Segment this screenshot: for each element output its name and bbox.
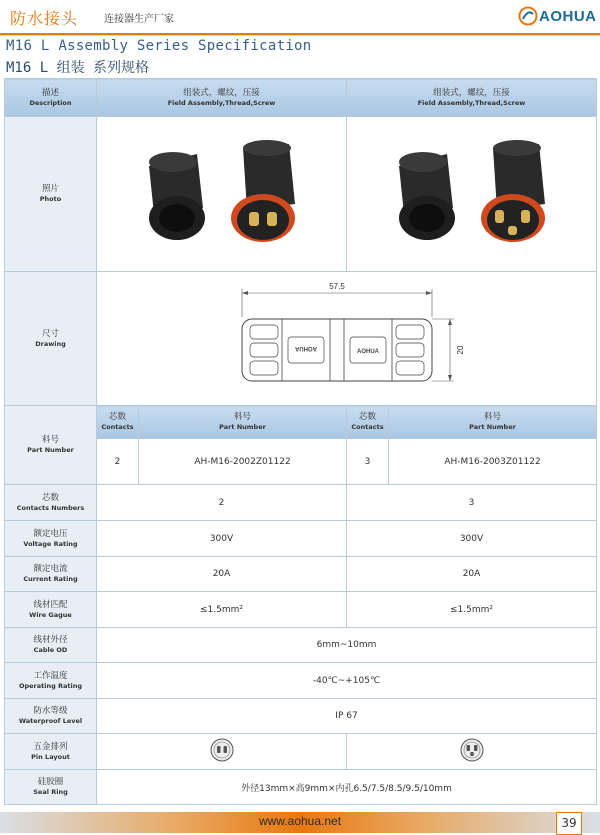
cell-cable-value: 6mm~10mm bbox=[97, 628, 597, 663]
cell-pn-hd-1: 料号 Part Number bbox=[139, 406, 347, 439]
cell-temp-label: 工作温度 Operating Rating bbox=[5, 663, 97, 699]
logo-swirl-icon bbox=[518, 6, 538, 26]
row-seal bbox=[5, 770, 597, 805]
cell-contacts-v1: 2 bbox=[97, 485, 347, 521]
cell-current-label: 额定电流 Current Rating bbox=[5, 557, 97, 592]
cell-waterproof-value: IP 67 bbox=[97, 699, 597, 734]
cell-description-label: 描述 Description bbox=[5, 79, 97, 117]
cell-seal-value: 外径13mm×高9mm×内孔6.5/7.5/8.5/9.5/10mm bbox=[97, 770, 597, 805]
cell-drawing-label: 尺寸 Drawing bbox=[5, 272, 97, 406]
drawing-logo-right: AOHUA bbox=[356, 348, 379, 355]
cell-current-v1: 20A bbox=[97, 557, 347, 592]
cell-pn-2: AH-M16-2003Z01122 bbox=[389, 439, 597, 485]
cell-contacts-2: 3 bbox=[347, 439, 389, 485]
row-waterproof bbox=[5, 699, 597, 734]
row-description bbox=[5, 79, 597, 117]
cell-pn-1: AH-M16-2002Z01122 bbox=[139, 439, 347, 485]
drawing-logo-left: AOHUA bbox=[294, 344, 317, 351]
cell-photo-2 bbox=[347, 117, 597, 272]
cell-pn-hd-2: 料号 Part Number bbox=[389, 406, 597, 439]
header-title: 防水接头 bbox=[10, 9, 79, 28]
cell-contacts-label: 芯数 Contacts Numbers bbox=[5, 485, 97, 521]
cell-contacts-hd-1: 芯数 Contacts bbox=[97, 406, 139, 439]
cell-photo-label: 照片 Photo bbox=[5, 117, 97, 272]
cell-pin-label: 五金排列 Pin Layout bbox=[5, 734, 97, 770]
row-drawing bbox=[5, 272, 597, 406]
cell-current-v2: 20A bbox=[347, 557, 597, 592]
cell-voltage-v1: 300V bbox=[97, 521, 347, 557]
cell-description-1: 组装式，螺纹，压接 Field Assembly,Thread,Screw bbox=[97, 79, 347, 117]
cell-voltage-v2: 300V bbox=[347, 521, 597, 557]
pin-layout-3-icon bbox=[459, 737, 485, 763]
cell-wire-label: 线材匹配 Wire Gague bbox=[5, 592, 97, 628]
spec-title-zh: M16 L 组装 系列规格 bbox=[6, 60, 150, 76]
row-current bbox=[5, 557, 597, 592]
page-footer bbox=[0, 812, 600, 833]
header-subtitle: 连接器生产厂家 bbox=[104, 14, 174, 25]
cell-contacts-1: 2 bbox=[97, 439, 139, 485]
cell-temp-value: -40℃~+105℃ bbox=[97, 663, 597, 699]
spec-table bbox=[4, 78, 597, 805]
row-pin bbox=[5, 734, 597, 770]
dim-length-label: 57.5 bbox=[328, 281, 345, 291]
cell-partnumber-label: 料号 Part Number bbox=[5, 406, 97, 485]
cell-drawing bbox=[97, 272, 597, 406]
cell-voltage-label: 额定电压 Voltage Rating bbox=[5, 521, 97, 557]
cell-contacts-v2: 3 bbox=[347, 485, 597, 521]
cell-seal-label: 硅胶圈 Seal Ring bbox=[5, 770, 97, 805]
row-voltage bbox=[5, 521, 597, 557]
row-contacts bbox=[5, 485, 597, 521]
connector-photo-3pin bbox=[387, 138, 557, 248]
cell-cable-label: 线材外径 Cable OD bbox=[5, 628, 97, 663]
dim-height-label: 20 bbox=[455, 345, 465, 354]
row-photo bbox=[5, 117, 597, 272]
cell-contacts-hd-2: 芯数 Contacts bbox=[347, 406, 389, 439]
cell-waterproof-label: 防水等级 Waterproof Level bbox=[5, 699, 97, 734]
cell-wire-v2: ≤1.5mm² bbox=[347, 592, 597, 628]
footer-url-link[interactable]: www.aohua.net bbox=[258, 814, 342, 828]
page-number: 39 bbox=[556, 812, 582, 835]
pin-layout-2-icon bbox=[209, 737, 235, 763]
spec-title-en: M16 L Assembly Series Specification bbox=[6, 38, 312, 54]
cell-pin-1 bbox=[97, 734, 347, 770]
brand-logo bbox=[518, 5, 598, 29]
connector-photo-2pin bbox=[137, 138, 307, 248]
cell-description-2: 组装式，螺纹，压接 Field Assembly,Thread,Screw bbox=[347, 79, 597, 117]
logo-text: AOHUA bbox=[539, 8, 597, 25]
row-cable bbox=[5, 628, 597, 663]
dimension-drawing bbox=[202, 279, 492, 399]
row-partnumber-header bbox=[5, 406, 597, 439]
page-header bbox=[0, 0, 600, 33]
cell-photo-1 bbox=[97, 117, 347, 272]
cell-wire-v1: ≤1.5mm² bbox=[97, 592, 347, 628]
row-temp bbox=[5, 663, 597, 699]
cell-pin-2 bbox=[347, 734, 597, 770]
header-divider-thin bbox=[0, 35, 600, 36]
row-wire bbox=[5, 592, 597, 628]
